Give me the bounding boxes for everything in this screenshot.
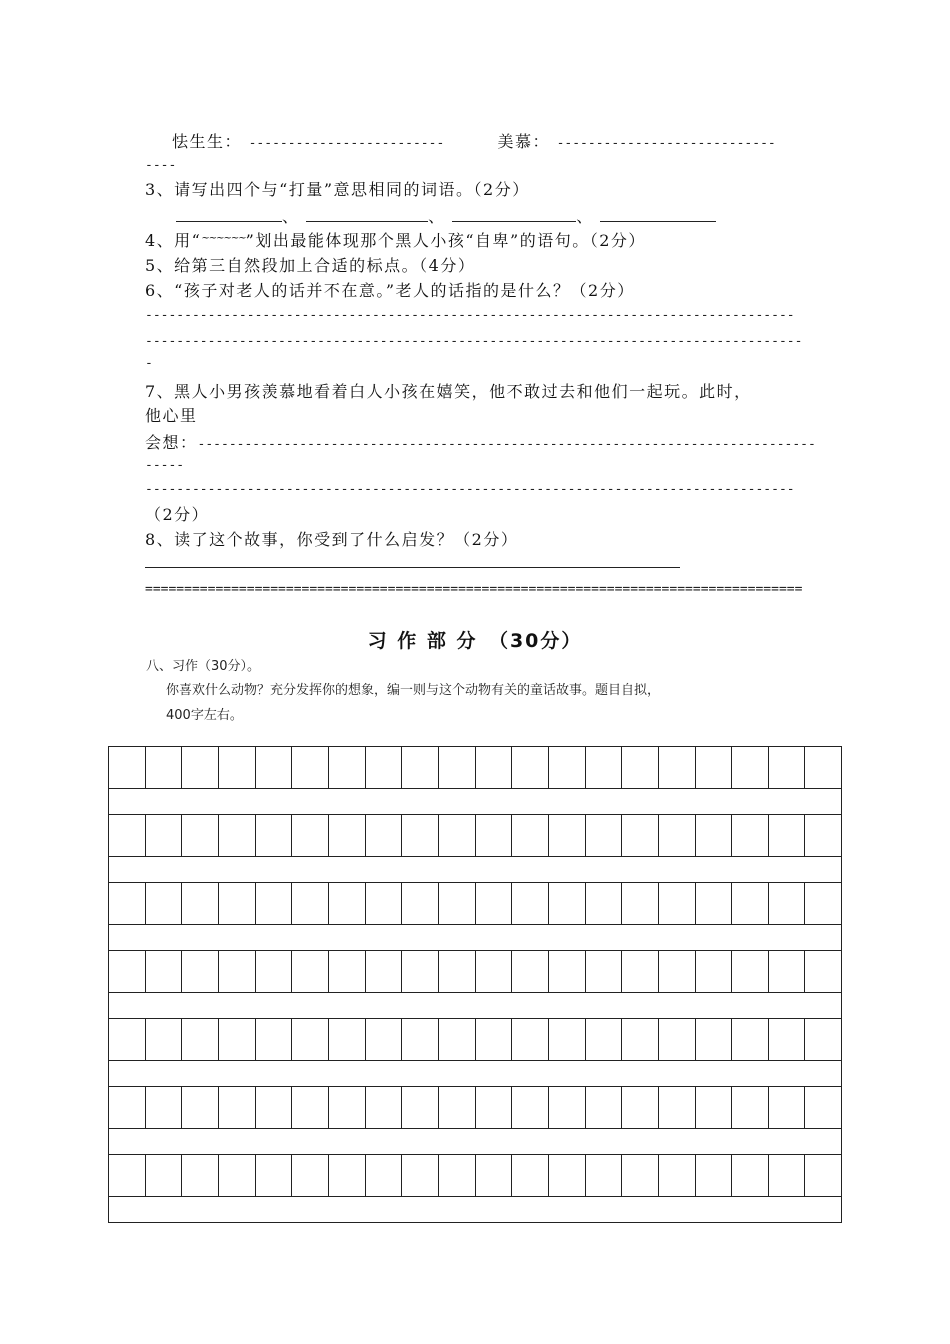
grid-cell[interactable]: [659, 951, 696, 992]
grid-cell[interactable]: [219, 1019, 256, 1060]
grid-cell[interactable]: [329, 815, 366, 856]
grid-cell[interactable]: [549, 1155, 586, 1196]
grid-cell[interactable]: [805, 883, 841, 924]
composition-section-title: 习 作 部 分 （30分）: [367, 630, 583, 652]
grid-cell[interactable]: [219, 1087, 256, 1128]
grid-cell[interactable]: [439, 1155, 476, 1196]
grid-cell[interactable]: [805, 1087, 841, 1128]
grid-cell[interactable]: [402, 883, 439, 924]
grid-cell[interactable]: [439, 1019, 476, 1060]
q4-wavy-underline-symbol: ~~~~~~: [201, 233, 246, 244]
grid-row: [109, 883, 841, 925]
grid-cell[interactable]: [805, 1019, 841, 1060]
grid-cell[interactable]: [292, 883, 329, 924]
grid-cell[interactable]: [512, 951, 549, 992]
grid-cell[interactable]: [329, 951, 366, 992]
grid-cell[interactable]: [366, 815, 403, 856]
composition-prompt-line-1: 你喜欢什么动物？充分发挥你的想象，编一则与这个动物有关的童话故事。题目自拟，: [166, 683, 661, 698]
grid-cell[interactable]: [182, 883, 219, 924]
grid-cell[interactable]: [219, 815, 256, 856]
grid-cell[interactable]: [512, 1019, 549, 1060]
grid-cell[interactable]: [476, 1155, 513, 1196]
grid-cell[interactable]: [402, 747, 439, 788]
grid-cell[interactable]: [292, 747, 329, 788]
grid-cell[interactable]: [732, 1019, 769, 1060]
grid-cell[interactable]: [512, 815, 549, 856]
grid-cell[interactable]: [366, 1019, 403, 1060]
grid-cell[interactable]: [549, 1087, 586, 1128]
grid-cell[interactable]: [659, 1087, 696, 1128]
q3-blank-3[interactable]: [452, 207, 576, 222]
grid-cell[interactable]: [109, 1155, 146, 1196]
grid-cell[interactable]: [329, 747, 366, 788]
grid-cell[interactable]: [402, 951, 439, 992]
q3-text: 3、请写出四个与“打量”意思相同的词语。（2分）: [145, 180, 530, 199]
grid-cell[interactable]: [146, 1155, 183, 1196]
grid-cell[interactable]: [622, 747, 659, 788]
grid-cell[interactable]: [769, 1019, 806, 1060]
q6-answer-line-1[interactable]: -----------------------------------------------------------------------------------: [145, 308, 795, 323]
grid-cell[interactable]: [586, 747, 623, 788]
grid-cell[interactable]: [476, 1019, 513, 1060]
grid-cell[interactable]: [622, 1087, 659, 1128]
grid-cell[interactable]: [402, 815, 439, 856]
grid-cell[interactable]: [586, 1087, 623, 1128]
grid-cell[interactable]: [182, 815, 219, 856]
q5-text: 5、给第三自然段加上合适的标点。（4分）: [145, 256, 476, 275]
grid-cell[interactable]: [366, 1155, 403, 1196]
grid-cell[interactable]: [512, 883, 549, 924]
grid-cell[interactable]: [256, 815, 293, 856]
grid-cell[interactable]: [732, 883, 769, 924]
q8-text: 8、读了这个故事，你受到了什么启发？（2分）: [145, 530, 519, 549]
grid-cell[interactable]: [659, 747, 696, 788]
grid-cell[interactable]: [109, 951, 146, 992]
grid-cell[interactable]: [109, 1019, 146, 1060]
grid-cell[interactable]: [732, 747, 769, 788]
grid-cell[interactable]: [292, 815, 329, 856]
grid-cell[interactable]: [182, 747, 219, 788]
grid-cell[interactable]: [182, 1019, 219, 1060]
q8-answer-line-2[interactable]: ====================================================================================: [145, 582, 803, 597]
grid-cell[interactable]: [146, 883, 183, 924]
grid-cell[interactable]: [146, 815, 183, 856]
q3-sep-2: 、: [428, 207, 446, 226]
grid-cell[interactable]: [549, 883, 586, 924]
grid-cell[interactable]: [402, 1019, 439, 1060]
grid-cell[interactable]: [622, 1155, 659, 1196]
grid-cell[interactable]: [182, 951, 219, 992]
q3-sep-3: 、: [576, 207, 594, 226]
grid-cell[interactable]: [109, 747, 146, 788]
q4-text-end: ”划出最能体现那个黑人小孩“自卑”的语句。（2分）: [245, 231, 646, 250]
q6-dash-continuation: -: [145, 356, 153, 371]
grid-cell[interactable]: [586, 1155, 623, 1196]
grid-cell[interactable]: [366, 747, 403, 788]
grid-cell[interactable]: [109, 883, 146, 924]
grid-cell[interactable]: [732, 1087, 769, 1128]
grid-cell[interactable]: [769, 883, 806, 924]
q2-word2-label: 美慕：: [497, 132, 550, 151]
grid-cell[interactable]: [586, 815, 623, 856]
grid-cell[interactable]: [696, 951, 733, 992]
composition-writing-grid[interactable]: [108, 746, 842, 1223]
q2-word1-label: 怯生生：: [172, 132, 243, 151]
q2-line: [172, 129, 776, 152]
grid-cell[interactable]: [659, 1155, 696, 1196]
grid-cell[interactable]: [439, 1087, 476, 1128]
grid-cell[interactable]: [182, 1087, 219, 1128]
grid-cell[interactable]: [805, 1155, 841, 1196]
grid-cell[interactable]: [696, 1155, 733, 1196]
grid-cell[interactable]: [146, 951, 183, 992]
grid-cell[interactable]: [109, 1087, 146, 1128]
grid-cell[interactable]: [769, 1087, 806, 1128]
grid-cell[interactable]: [659, 815, 696, 856]
grid-cell[interactable]: [256, 883, 293, 924]
grid-row: [109, 1019, 841, 1061]
grid-cell[interactable]: [219, 747, 256, 788]
grid-row: [109, 815, 841, 857]
grid-cell[interactable]: [769, 815, 806, 856]
q3-sep-1: 、: [282, 207, 300, 226]
grid-row: [109, 1155, 841, 1197]
grid-cell[interactable]: [219, 951, 256, 992]
q3-blank-1[interactable]: [176, 207, 282, 222]
grid-spacer-row: [109, 993, 841, 1019]
q7-answer-line-2[interactable]: -----------------------------------------------------------------------------------: [145, 482, 795, 497]
q2-word2-answer-dashes[interactable]: ----------------------------: [556, 136, 776, 151]
grid-cell[interactable]: [292, 1155, 329, 1196]
grid-spacer-row: [109, 1129, 841, 1155]
grid-cell[interactable]: [769, 747, 806, 788]
grid-cell[interactable]: [402, 1087, 439, 1128]
grid-cell[interactable]: [659, 883, 696, 924]
grid-cell[interactable]: [439, 951, 476, 992]
grid-cell[interactable]: [329, 1155, 366, 1196]
q7-text-line-1: 7、黑人小男孩羡慕地看着白人小孩在嬉笑，他不敢过去和他们一起玩。此时，: [145, 382, 752, 401]
q3-blank-2[interactable]: [306, 207, 428, 222]
grid-cell[interactable]: [439, 747, 476, 788]
grid-cell[interactable]: [549, 747, 586, 788]
grid-cell[interactable]: [586, 883, 623, 924]
grid-cell[interactable]: [476, 883, 513, 924]
grid-cell[interactable]: [329, 1087, 366, 1128]
grid-cell[interactable]: [219, 1155, 256, 1196]
grid-cell[interactable]: [732, 1155, 769, 1196]
q7-dash-continuation: -----: [145, 458, 185, 473]
q2-word1-answer-dashes[interactable]: -------------------------: [248, 136, 445, 151]
grid-cell[interactable]: [622, 883, 659, 924]
q7-answer-line-1[interactable]: -------------------------------------------------------------------------------: [197, 437, 816, 452]
grid-cell[interactable]: [696, 1019, 733, 1060]
grid-cell[interactable]: [439, 815, 476, 856]
grid-cell[interactable]: [512, 1155, 549, 1196]
grid-cell[interactable]: [586, 1019, 623, 1060]
grid-cell[interactable]: [549, 815, 586, 856]
grid-cell[interactable]: [696, 883, 733, 924]
grid-cell[interactable]: [476, 951, 513, 992]
q7-text-line-3: [145, 430, 816, 453]
grid-cell[interactable]: [219, 883, 256, 924]
grid-cell[interactable]: [292, 1019, 329, 1060]
composition-label: 八、习作（30分）。: [146, 659, 261, 674]
grid-spacer-row: [109, 925, 841, 951]
grid-row: [109, 1087, 841, 1129]
q8-answer-line-1[interactable]: [145, 567, 680, 568]
grid-cell[interactable]: [366, 1087, 403, 1128]
grid-cell[interactable]: [732, 815, 769, 856]
grid-cell[interactable]: [512, 1087, 549, 1128]
grid-cell[interactable]: [476, 747, 513, 788]
q3-blank-4[interactable]: [600, 207, 716, 222]
grid-cell[interactable]: [622, 951, 659, 992]
grid-spacer-row: [109, 857, 841, 883]
grid-cell[interactable]: [549, 1019, 586, 1060]
grid-cell[interactable]: [439, 883, 476, 924]
q7-prompt-label: 会想：: [145, 433, 198, 452]
grid-cell[interactable]: [256, 1019, 293, 1060]
q4-text: [145, 228, 646, 251]
grid-cell[interactable]: [476, 1087, 513, 1128]
q6-answer-line-2[interactable]: ------------------------------------------------------------------------------------: [145, 334, 803, 349]
grid-cell[interactable]: [769, 951, 806, 992]
grid-cell[interactable]: [256, 1087, 293, 1128]
grid-cell[interactable]: [109, 815, 146, 856]
grid-cell[interactable]: [476, 815, 513, 856]
grid-cell[interactable]: [256, 951, 293, 992]
grid-cell[interactable]: [366, 883, 403, 924]
q6-text: 6、“孩子对老人的话并不在意。”老人的话指的是什么？（2分）: [145, 281, 635, 300]
grid-cell[interactable]: [146, 1019, 183, 1060]
grid-cell[interactable]: [366, 951, 403, 992]
grid-cell[interactable]: [146, 747, 183, 788]
grid-cell[interactable]: [696, 815, 733, 856]
grid-spacer-row: [109, 1061, 841, 1087]
grid-cell[interactable]: [146, 1087, 183, 1128]
grid-cell[interactable]: [182, 1155, 219, 1196]
grid-row: [109, 747, 841, 789]
q4-text-start: 4、用“: [145, 231, 202, 250]
grid-spacer-row: [109, 789, 841, 815]
grid-cell[interactable]: [622, 815, 659, 856]
grid-cell[interactable]: [329, 883, 366, 924]
grid-cell[interactable]: [256, 1155, 293, 1196]
grid-cell[interactable]: [696, 747, 733, 788]
grid-cell[interactable]: [805, 815, 841, 856]
grid-cell[interactable]: [292, 1087, 329, 1128]
q3-answer-blanks: [176, 204, 716, 227]
grid-cell[interactable]: [696, 1087, 733, 1128]
grid-cell[interactable]: [586, 951, 623, 992]
grid-cell[interactable]: [805, 747, 841, 788]
grid-cell[interactable]: [769, 1155, 806, 1196]
q7-text-line-2: 他心里: [145, 406, 198, 425]
grid-row: [109, 951, 841, 993]
q2-dash-continuation: ----: [145, 158, 177, 173]
grid-cell[interactable]: [622, 1019, 659, 1060]
composition-prompt-line-2: 400字左右。: [166, 708, 243, 723]
grid-cell[interactable]: [292, 951, 329, 992]
grid-cell[interactable]: [402, 1155, 439, 1196]
grid-cell[interactable]: [659, 1019, 696, 1060]
grid-cell[interactable]: [329, 1019, 366, 1060]
grid-cell[interactable]: [549, 951, 586, 992]
q7-score: （2分）: [145, 505, 210, 524]
grid-cell[interactable]: [256, 747, 293, 788]
grid-cell[interactable]: [512, 747, 549, 788]
grid-spacer-row: [109, 1197, 841, 1223]
grid-cell[interactable]: [732, 951, 769, 992]
grid-cell[interactable]: [805, 951, 841, 992]
